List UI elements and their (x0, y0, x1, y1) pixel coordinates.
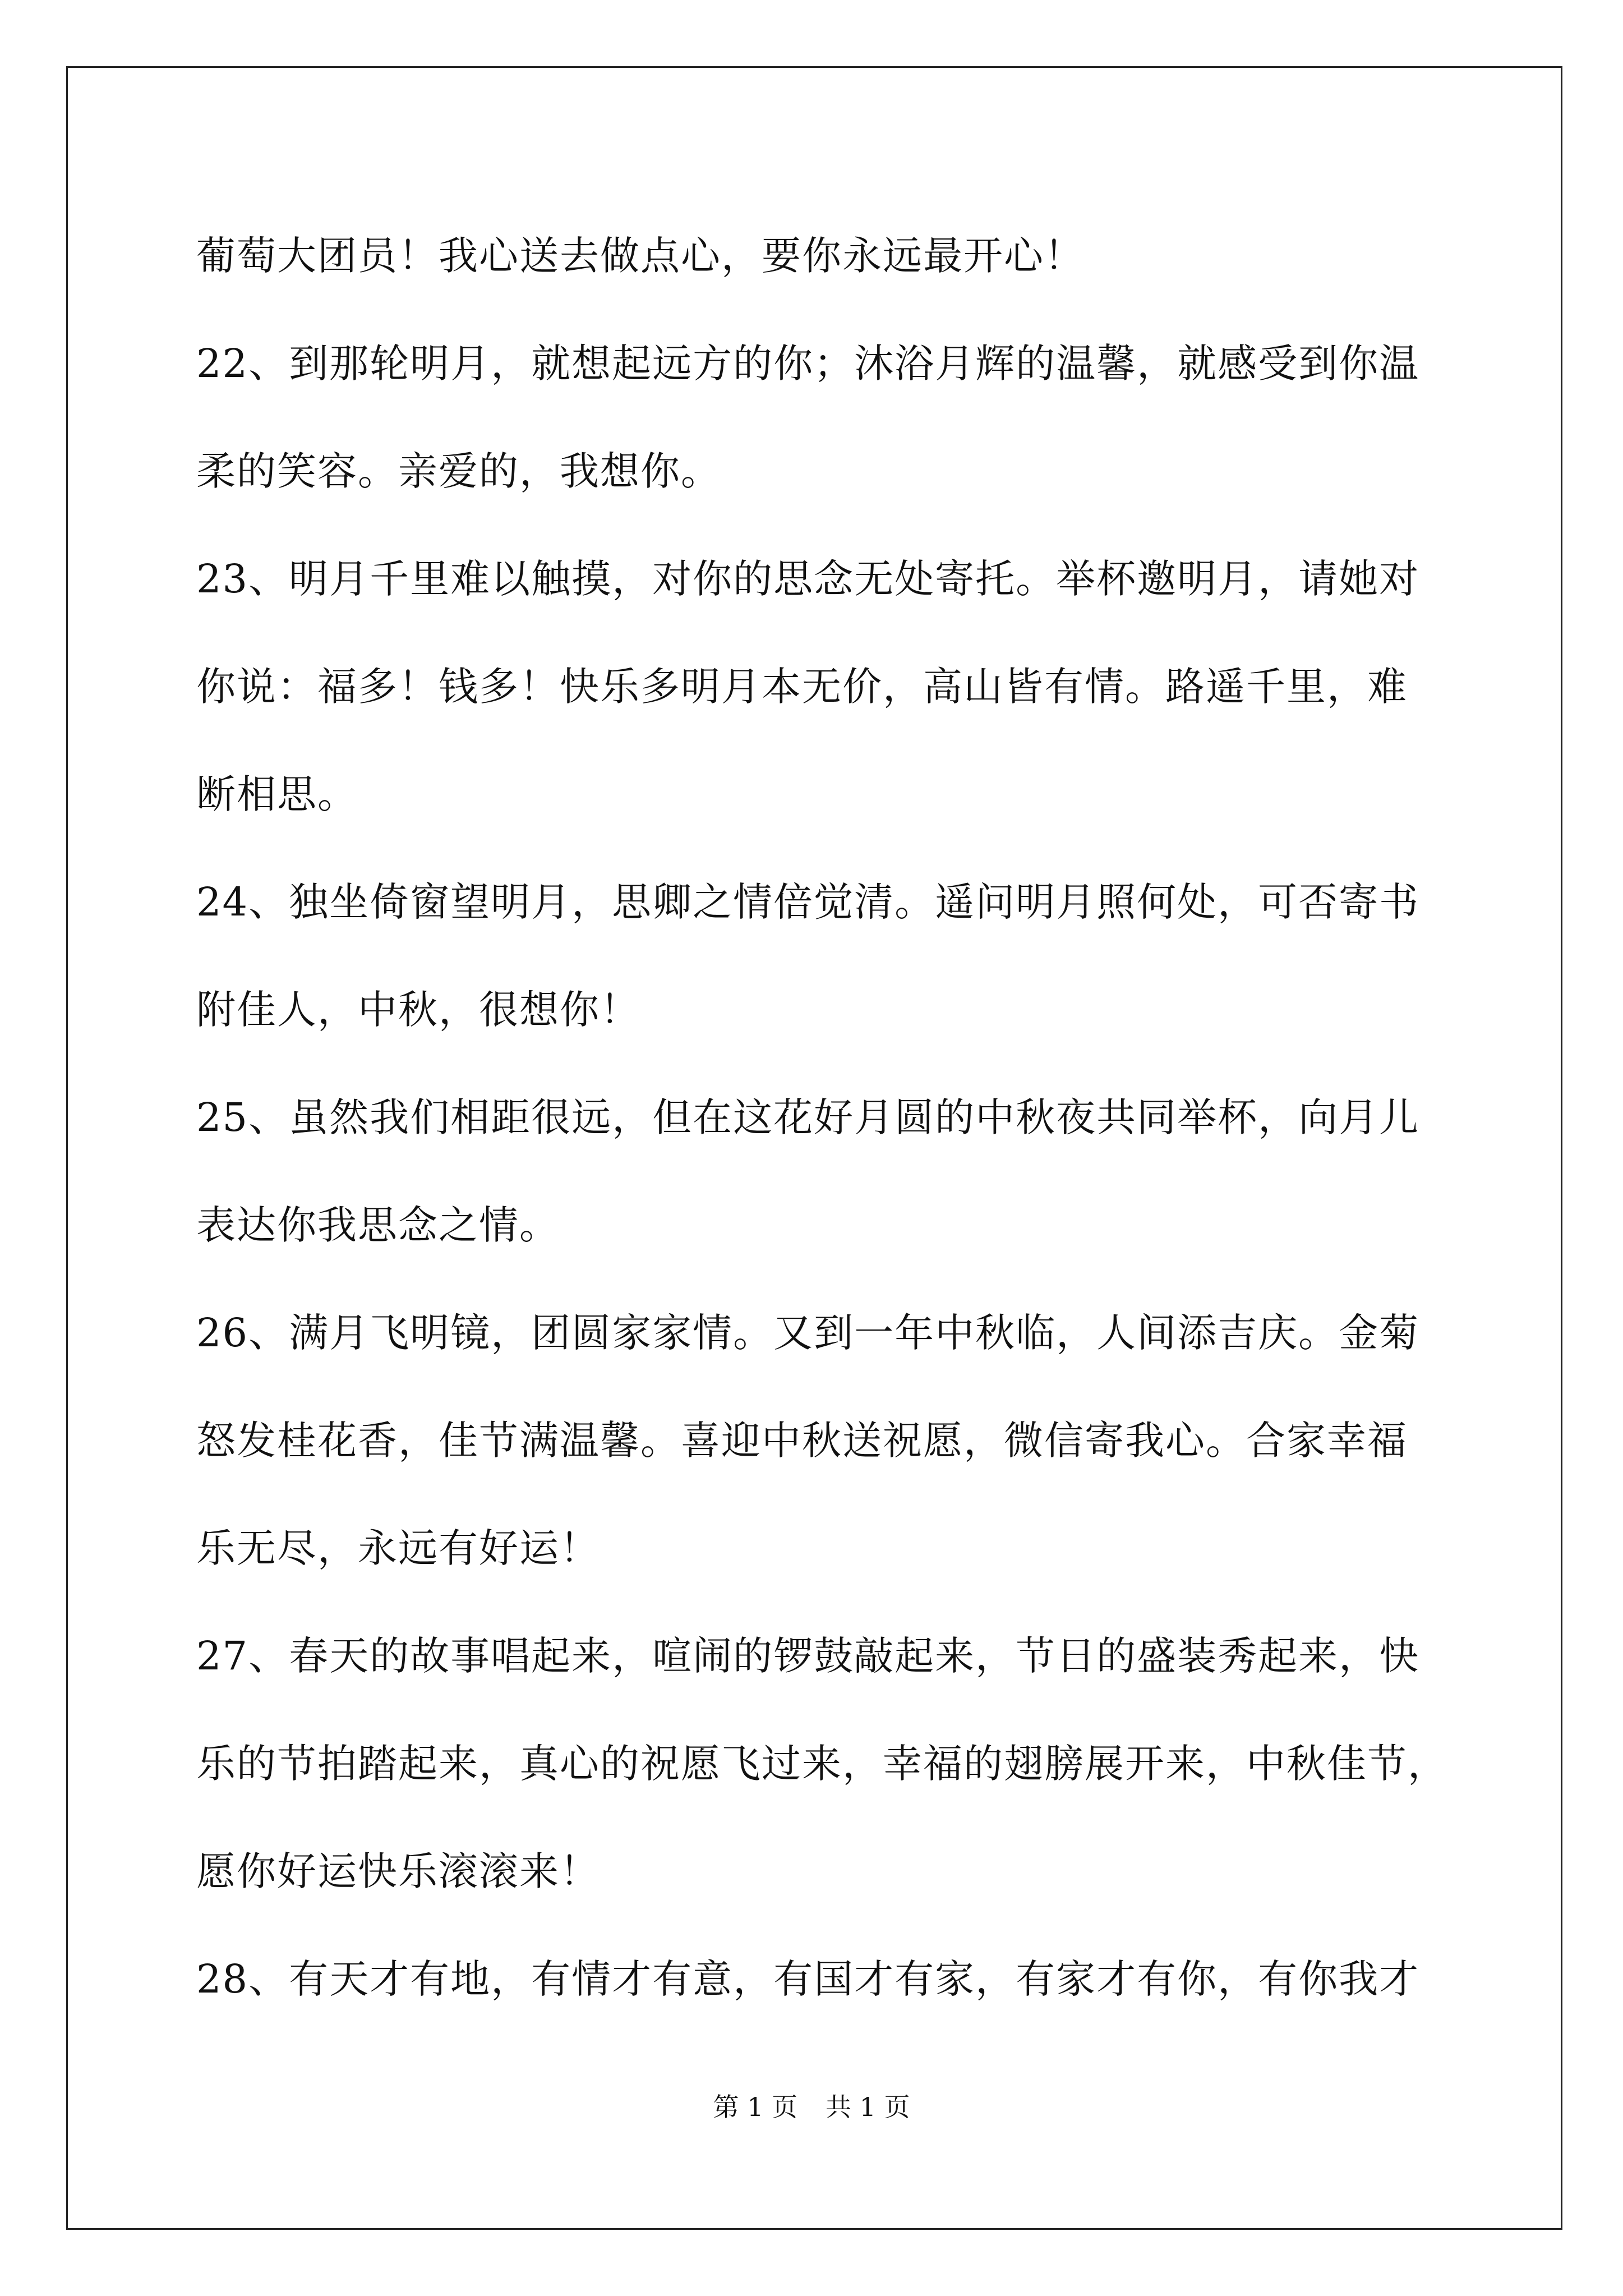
text-line: 柔的笑容。亲爱的，我想你。 (196, 448, 721, 494)
text-line: 24、独坐倚窗望明月，思卿之情倍觉清。遥问明月照何处，可否寄书 (196, 879, 1420, 925)
text-line: 乐无尽，永远有好运！ (196, 1525, 600, 1571)
text-line: 23、明月千里难以触摸，对你的思念无处寄托。举杯邀明月，请她对 (196, 556, 1420, 602)
text-line: 愿你好运快乐滚滚来！ (196, 1848, 600, 1894)
page-total: 共 1 页 (826, 2092, 910, 2122)
text-line: 怒发桂花香，佳节满温馨。喜迎中秋送祝愿，微信寄我心。合家幸福 (196, 1418, 1408, 1464)
text-line: 25、虽然我们相距很远，但在这花好月圆的中秋夜共同举杯，向月儿 (196, 1094, 1420, 1140)
text-line: 断相思。 (196, 771, 358, 817)
text-line: 乐的节拍踏起来，真心的祝愿飞过来，幸福的翅膀展开来，中秋佳节， (196, 1741, 1448, 1787)
text-line: 表达你我思念之情。 (196, 1202, 560, 1248)
text-line: 22、到那轮明月，就想起远方的你；沐浴月辉的温馨，就感受到你温 (196, 341, 1420, 386)
text-line: 附佳人，中秋，很想你！ (196, 987, 640, 1033)
page-footer (0, 2087, 1623, 2124)
text-line: 27、春天的故事唱起来，喧闹的锣鼓敲起来，节日的盛装秀起来，快 (196, 1633, 1420, 1679)
text-line: 28、有天才有地，有情才有意，有国才有家，有家才有你，有你我才 (196, 1956, 1420, 2002)
text-line: 葡萄大团员！我心送去做点心，要你永远最开心！ (196, 233, 1085, 279)
text-line: 你说：福多！钱多！快乐多明月本无价，高山皆有情。路遥千里，难 (196, 664, 1408, 710)
document-body (196, 202, 1448, 2033)
text-line: 26、满月飞明镜，团圆家家情。又到一年中秋临，人间添吉庆。金菊 (196, 1310, 1420, 1356)
page-number: 第 1 页 (713, 2092, 797, 2122)
